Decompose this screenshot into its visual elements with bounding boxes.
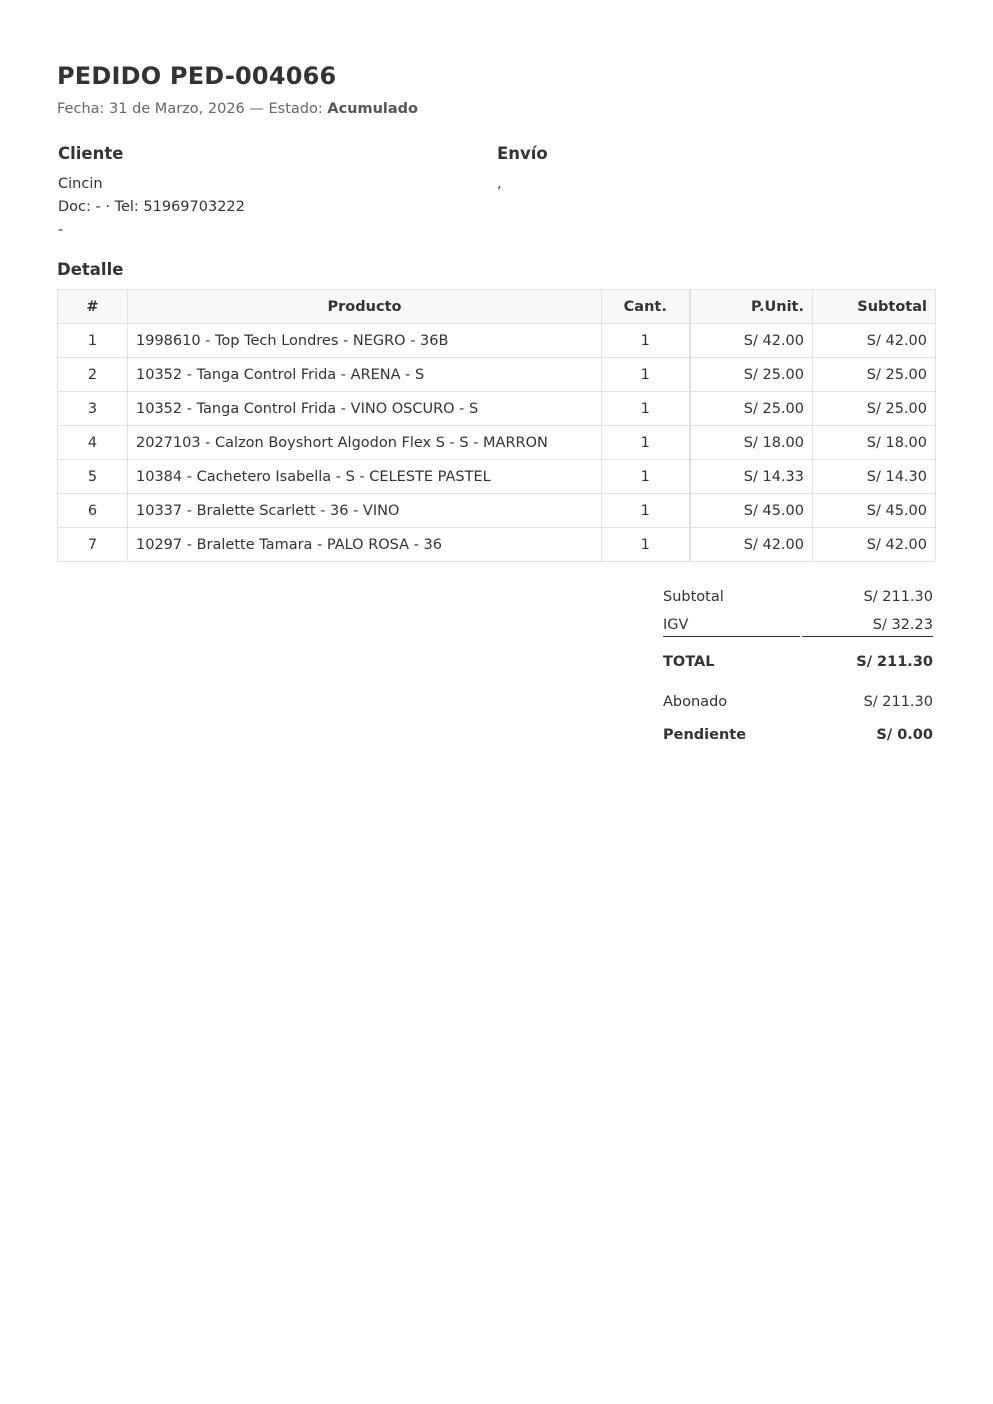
totals-igv-row <box>663 612 933 642</box>
subtotal-value: S/ 211.30 <box>863 589 933 605</box>
col-number: # <box>58 290 128 324</box>
pending-label: Pendiente <box>663 727 747 743</box>
order-state: Acumulado <box>327 101 419 117</box>
paid-label: Abonado <box>663 694 728 710</box>
row-product: 10352 - Tanga Control Frida - ARENA - S <box>128 358 602 392</box>
table-row <box>58 426 936 460</box>
table-row <box>58 358 936 392</box>
col-product: Producto <box>128 290 602 324</box>
igv-value: S/ 32.23 <box>802 617 933 637</box>
totals-total-row <box>663 642 933 682</box>
row-qty: 1 <box>602 324 690 358</box>
row-subtotal: S/ 45.00 <box>813 494 936 528</box>
row-number: 6 <box>58 494 128 528</box>
table-row <box>58 528 936 562</box>
shipping-heading: Envío <box>497 144 548 163</box>
table-row <box>58 392 936 426</box>
row-subtotal: S/ 42.00 <box>813 528 936 562</box>
row-qty: 1 <box>602 528 690 562</box>
row-unit-price: S/ 45.00 <box>690 494 813 528</box>
row-unit-price: S/ 14.33 <box>690 460 813 494</box>
row-unit-price: S/ 42.00 <box>690 324 813 358</box>
row-unit-price: S/ 42.00 <box>690 528 813 562</box>
row-product: 10384 - Cachetero Isabella - S - CELESTE PASTEL <box>128 460 602 494</box>
row-number: 4 <box>58 426 128 460</box>
table-row <box>58 324 936 358</box>
row-subtotal: S/ 42.00 <box>813 324 936 358</box>
row-unit-price: S/ 25.00 <box>690 392 813 426</box>
page-title: PEDIDO PED-004066 <box>57 62 337 90</box>
client-name: Cincin <box>58 176 103 192</box>
subtotal-label: Subtotal <box>663 589 724 605</box>
row-subtotal: S/ 18.00 <box>813 426 936 460</box>
order-meta <box>57 101 418 117</box>
row-subtotal: S/ 25.00 <box>813 392 936 426</box>
col-subtotal: Subtotal <box>813 290 936 324</box>
row-subtotal: S/ 14.30 <box>813 460 936 494</box>
totals-pending-row <box>663 720 933 750</box>
row-qty: 1 <box>602 358 690 392</box>
client-doc-phone: Doc: - · Tel: 51969703222 <box>58 199 245 215</box>
col-qty: Cant. <box>602 290 690 324</box>
detail-heading: Detalle <box>57 260 124 279</box>
shipping-block <box>497 144 917 196</box>
row-product: 10297 - Bralette Tamara - PALO ROSA - 36 <box>128 528 602 562</box>
table-header-row <box>58 290 936 324</box>
order-date: Fecha: 31 de Marzo, 2026 — Estado: <box>57 101 328 117</box>
totals-block <box>663 582 933 750</box>
row-number: 1 <box>58 324 128 358</box>
paid-value: S/ 211.30 <box>863 694 933 710</box>
totals-paid-row <box>663 684 933 720</box>
total-value: S/ 211.30 <box>856 654 933 670</box>
row-subtotal: S/ 25.00 <box>813 358 936 392</box>
client-extra: - <box>58 222 64 238</box>
table-row <box>58 494 936 528</box>
total-label: TOTAL <box>663 654 715 670</box>
row-product: 1998610 - Top Tech Londres - NEGRO - 36B <box>128 324 602 358</box>
table-row <box>58 460 936 494</box>
row-number: 7 <box>58 528 128 562</box>
client-heading: Cliente <box>58 144 124 163</box>
row-qty: 1 <box>602 460 690 494</box>
col-unit-price: P.Unit. <box>690 290 813 324</box>
row-qty: 1 <box>602 426 690 460</box>
row-number: 3 <box>58 392 128 426</box>
row-unit-price: S/ 25.00 <box>690 358 813 392</box>
totals-subtotal-row <box>663 582 933 612</box>
client-block <box>58 144 478 242</box>
row-number: 5 <box>58 460 128 494</box>
items-table <box>57 289 936 562</box>
row-product: 10352 - Tanga Control Frida - VINO OSCURO - S <box>128 392 602 426</box>
row-qty: 1 <box>602 392 690 426</box>
row-unit-price: S/ 18.00 <box>690 426 813 460</box>
row-number: 2 <box>58 358 128 392</box>
igv-label: IGV <box>663 617 800 637</box>
row-product: 10337 - Bralette Scarlett - 36 - VINO <box>128 494 602 528</box>
shipping-address: , <box>497 176 502 192</box>
row-qty: 1 <box>602 494 690 528</box>
pending-value: S/ 0.00 <box>876 727 933 743</box>
row-product: 2027103 - Calzon Boyshort Algodon Flex S - S - MARRON <box>128 426 602 460</box>
